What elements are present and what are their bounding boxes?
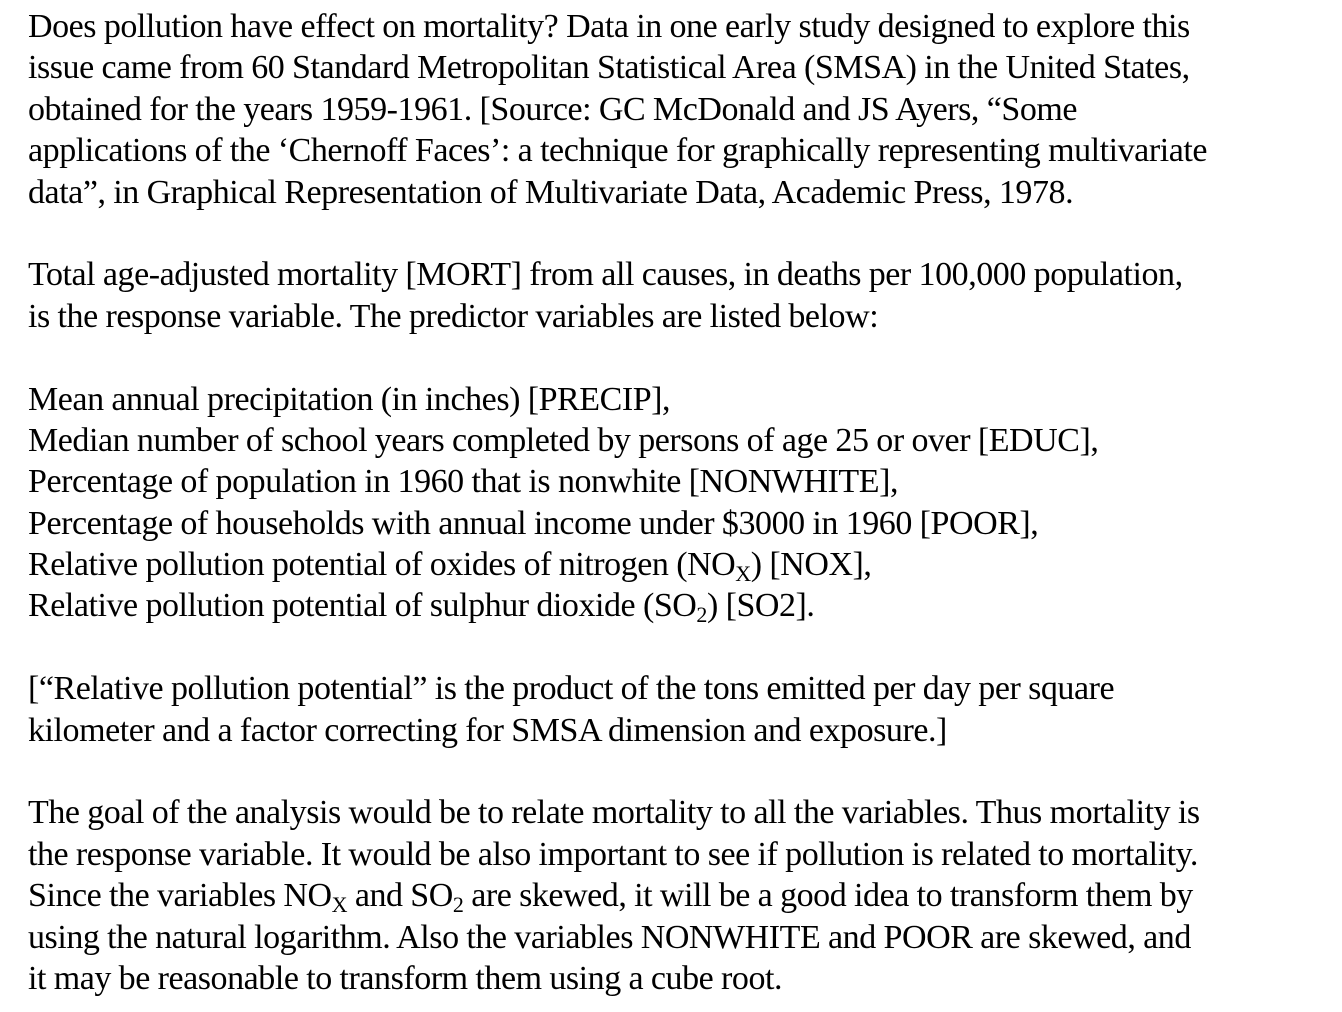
text-line: the response variable. It would be also important to see if pollution is related to mortality. bbox=[28, 835, 1198, 873]
predictor-precip: Mean annual precipitation (in inches) [PRECIP], bbox=[28, 380, 671, 418]
so2-text: Relative pollution potential of sulphur dioxide (SO bbox=[28, 587, 697, 625]
text-line bbox=[28, 875, 1338, 916]
paragraph-gap bbox=[28, 751, 1338, 792]
goal-paragraph bbox=[28, 792, 1338, 999]
text-line: applications of the ‘Chernoff Faces’: a technique for graphically representing multivariate bbox=[28, 132, 1207, 170]
goal-text: and SO bbox=[347, 877, 453, 915]
text-line: data”, in Graphical Representation of Multivariate Data, Academic Press, 1978. bbox=[28, 173, 1074, 211]
so2-subscript: 2 bbox=[696, 602, 707, 628]
text-line: issue came from 60 Standard Metropolitan Statistical Area (SMSA) in the United States, bbox=[28, 49, 1190, 87]
paragraph-gap bbox=[28, 627, 1338, 668]
paragraph-gap bbox=[28, 213, 1338, 254]
text-line: is the response variable. The predictor variables are listed below: bbox=[28, 297, 879, 335]
so2-subscript: 2 bbox=[452, 892, 464, 918]
nox-text: Relative pollution potential of oxides of nitrogen (NO bbox=[28, 546, 736, 584]
text-line: obtained for the years 1959-1961. [Source: GC McDonald and JS Ayers, “Some bbox=[28, 90, 1078, 128]
response-paragraph bbox=[28, 254, 1338, 337]
nox-text-end: ) [NOX], bbox=[750, 546, 872, 584]
predictor-nox bbox=[28, 544, 1338, 585]
document-body bbox=[28, 6, 1338, 999]
so2-text-end: ) [SO2]. bbox=[706, 587, 815, 625]
predictor-so2 bbox=[28, 585, 1338, 626]
text-line: The goal of the analysis would be to relate mortality to all the variables. Thus mortality is bbox=[28, 794, 1200, 832]
text-line: it may be reasonable to transform them using a cube root. bbox=[28, 959, 783, 997]
text-line: [“Relative pollution potential” is the product of the tons emitted per day per square bbox=[28, 670, 1115, 708]
predictor-poor: Percentage of households with annual income under $3000 in 1960 [POOR], bbox=[28, 504, 1039, 542]
text-line: Total age-adjusted mortality [MORT] from all causes, in deaths per 100,000 population, bbox=[28, 256, 1183, 294]
goal-text: are skewed, it will be a good idea to transform them by bbox=[463, 877, 1193, 915]
nox-subscript: X bbox=[331, 892, 348, 918]
predictor-nonwhite: Percentage of population in 1960 that is nonwhite [NONWHITE], bbox=[28, 463, 898, 501]
text-line: using the natural logarithm. Also the variables NONWHITE and POOR are skewed, and bbox=[28, 918, 1191, 956]
text-line: Does pollution have effect on mortality? Data in one early study designed to explore this bbox=[28, 8, 1190, 45]
intro-paragraph bbox=[28, 6, 1338, 213]
paragraph-gap bbox=[28, 337, 1338, 378]
nox-subscript: X bbox=[735, 561, 751, 587]
goal-text: Since the variables NO bbox=[28, 877, 332, 915]
predictor-list bbox=[28, 379, 1338, 627]
note-paragraph bbox=[28, 668, 1338, 751]
predictor-educ: Median number of school years completed by persons of age 25 or over [EDUC], bbox=[28, 421, 1099, 459]
text-line: kilometer and a factor correcting for SMSA dimension and exposure.] bbox=[28, 711, 947, 749]
